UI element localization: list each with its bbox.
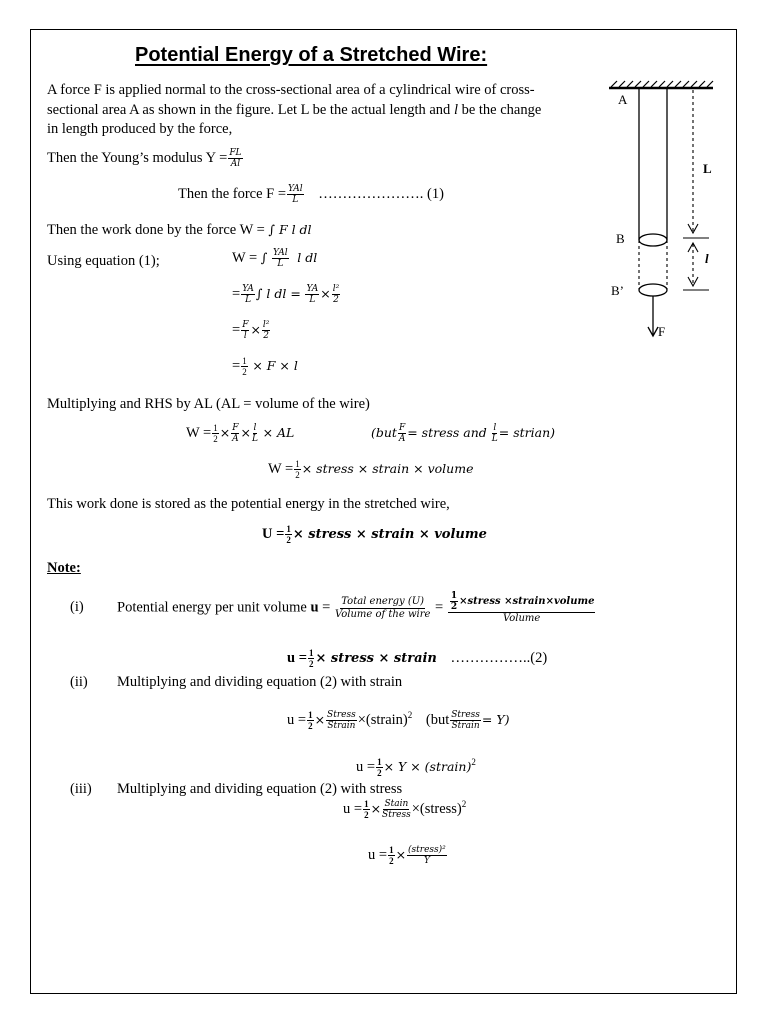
stretched-wire-figure (599, 78, 729, 348)
equation-2: u = $\frac{1}{2}$ × stress × strain ……………..(2) (287, 648, 548, 669)
wire-end-b (639, 234, 667, 246)
note-2-number: (ii) (70, 674, 88, 690)
note-label: Note: (47, 560, 81, 576)
label-length: L (703, 161, 712, 176)
document-page (30, 29, 737, 994)
equation-strain: u = $\frac{1}{2}$ × $\frac{\text{Stress}}{\text{Strain}}$ ×(strain)$^2$ (but $\frac{\text{Stress}}{\text{Strain}}$ = Y) (287, 710, 510, 731)
label-b: B (616, 231, 625, 246)
label-a: A (618, 92, 628, 107)
stored-energy-line: This work done is stored as the potential energy in the stretched wire, (47, 496, 450, 512)
note-2-text: Multiplying and dividing equation (2) with strain (117, 674, 403, 690)
using-equation-label: Using equation (1); (47, 253, 160, 269)
label-extension: l (705, 251, 709, 266)
force-equation: Then the force F = $\frac{\text{YAl}}{L}$ …………………. (1) (178, 184, 444, 205)
ceiling-hatch (611, 81, 713, 87)
step-4: = $\frac{1}{2}$ × F × l (232, 356, 298, 377)
intro-line-3: in length produced by the force, (47, 121, 233, 137)
intro-line-1: A force F is applied normal to the cross-sectional area of a cylindrical wire of cross- (47, 82, 535, 98)
note-1-number: (i) (70, 599, 84, 615)
work-integral: W = ∫ $\frac{\text{YAl}}{L}$ l dl (232, 248, 318, 269)
wire-end-b-prime (639, 284, 667, 296)
note-3-text: Multiplying and dividing equation (2) with stress (117, 781, 403, 797)
equation-potential-energy: U = $\frac{1}{2}$ × stress × strain × volume (262, 524, 487, 545)
equation-stress: u = $\frac{1}{2}$ × $\frac{\text{Stain}}{\text{Stress}}$ ×(stress)$^2$ (343, 799, 467, 820)
step-2: = $\frac{YA}{L}$ ∫ l dl = $\frac{YA}{L}$ × $\frac{\text{l²}}{2}$ (232, 284, 340, 305)
multiplying-line: Multiplying and RHS by AL (AL = volume of the wire) (47, 396, 370, 412)
note-3-number: (iii) (70, 781, 92, 797)
stress-strain-definition: (but $\frac{F}{A}$ = stress and $\frac{l}{L}$ = strian) (371, 423, 556, 444)
step-3: = $\frac{F}{l}$ × $\frac{\text{l²}}{2}$ (232, 320, 270, 341)
equation-work-al: W = $\frac{1}{2}$ × $\frac{F}{A}$ × $\frac{l}{L}$ × AL (186, 423, 295, 444)
page-title: Potential Energy of a Stretched Wire: (135, 44, 488, 66)
equation-work-volume: W = $\frac{1}{2}$ × stress × strain × volume (268, 459, 474, 480)
label-b-prime: B’ (611, 283, 624, 298)
equation-stress-young: u = $\frac{1}{2}$ × $\frac{\text{(stress)²}}{Y}$ (368, 845, 446, 866)
label-force: F (658, 324, 666, 339)
work-done-line: Then the work done by the force W = ∫ F l dl (47, 222, 312, 238)
intro-line-2: sectional area A as shown in the figure. Let L be the actual length and l be the change (47, 102, 542, 118)
note-1-equation: Potential energy per unit volume u = $\frac{\text{Total energy (U)}}{\text{Volume of the wire}}$ = $\frac{1}{2}$ ×stress ×strain×volume Volume (117, 591, 595, 624)
equation-young-strain: u = $\frac{1}{2}$ × Y × (strain)$^2$ (356, 757, 476, 778)
youngs-modulus-line: Then the Young’s modulus Y = $\frac{FL}{Al}$ (47, 148, 242, 169)
